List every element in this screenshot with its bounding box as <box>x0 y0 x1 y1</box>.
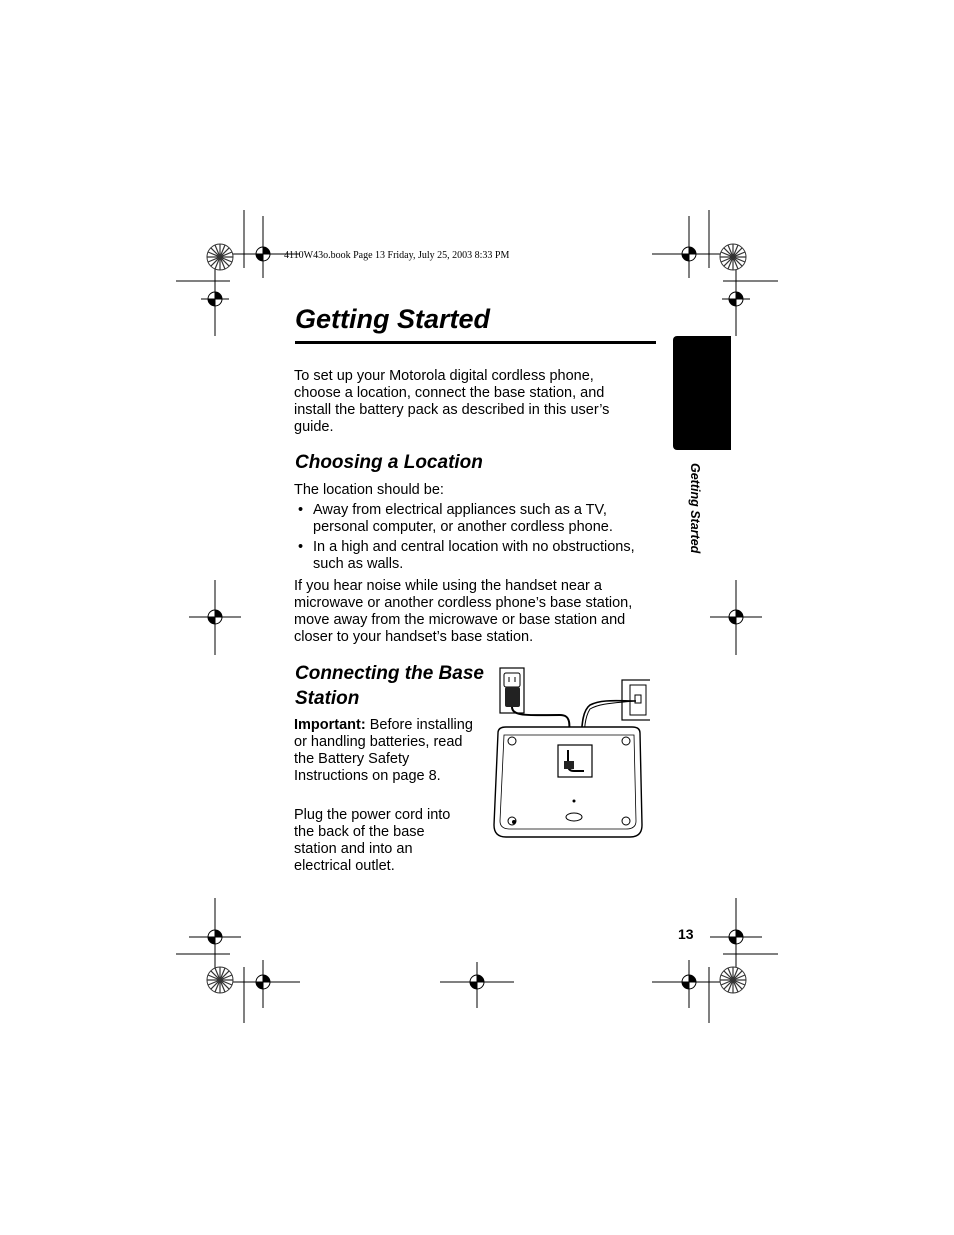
page-title: Getting Started <box>295 304 491 334</box>
important-note <box>294 717 479 785</box>
important-text: Before installing or handling batteries, read the Battery Safety Instructions on page 8. <box>294 717 473 784</box>
base-station-connection-illustration <box>490 665 650 845</box>
list-item: • Away from electrical appliances such as a TV, personal computer, or another cordless phone. <box>294 502 659 536</box>
location-lead: The location should be: <box>294 482 444 498</box>
plug-instructions: Plug the power cord into the back of the base station and into an electrical outlet. <box>294 807 451 874</box>
page-number: 13 <box>678 926 694 942</box>
heading-connecting-base: Connecting the Base Station <box>295 663 484 709</box>
list-item: • In a high and central location with no obstructions, such as walls. <box>294 539 659 573</box>
section-thumb-tab <box>673 336 731 450</box>
side-tab-label: Getting Started <box>688 463 702 554</box>
print-info-line: 4110W43o.book Page 13 Friday, July 25, 2003 8:33 PM <box>284 250 510 261</box>
intro-paragraph: To set up your Motorola digital cordless phone, choose a location, connect the base station, and install the battery pack as described in this user’s guide. <box>294 368 610 435</box>
important-label: Important: <box>294 717 366 733</box>
location-bullets <box>294 502 659 576</box>
heading-choosing-location: Choosing a Location <box>295 452 483 473</box>
noise-paragraph: If you hear noise while using the handset near a microwave or another cordless phone’s base station, move away from the microwave or base station and closer to your handset’s base station. <box>294 578 633 645</box>
title-rule <box>295 341 656 344</box>
